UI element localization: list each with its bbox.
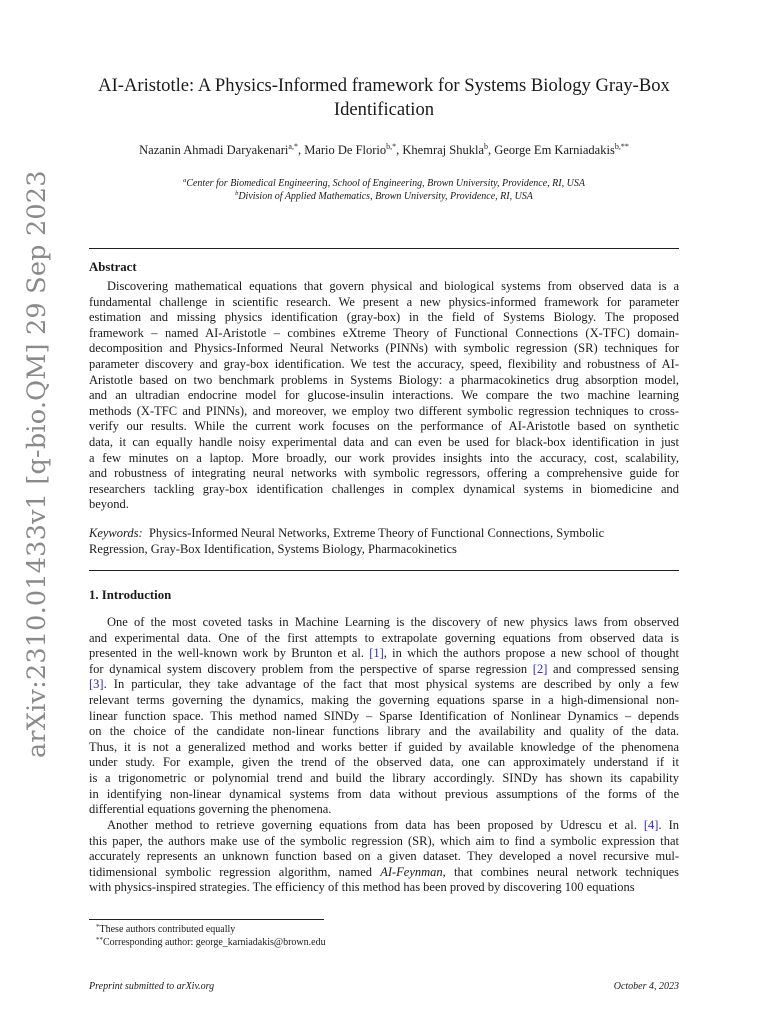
citation-link[interactable]: [3]: [89, 677, 104, 692]
text-run: methods (X-TFC and PINNs), and moreover, we employ two different symbolic regression techniques to cross-: [89, 403, 679, 418]
footnote-text: These authors contributed equally: [99, 924, 236, 935]
text-line: [89, 615, 679, 631]
footnote-corresponding-author: [96, 936, 326, 948]
bottom-divider: [89, 570, 679, 571]
text-line: [89, 295, 679, 311]
text-line: [89, 849, 679, 865]
text-run: differential equations governing the phenomena.: [89, 802, 332, 817]
text-line: [89, 787, 679, 803]
affiliation-b: [60, 190, 708, 202]
text-line: [89, 677, 679, 693]
text-line: [89, 709, 679, 725]
author-name: George Em Karniadakis: [494, 143, 615, 157]
text-line: [89, 310, 679, 326]
text-run: linear function space. This method named SINDy – Sparse Identification of Nonlinear Dynamics – depends: [89, 708, 679, 723]
text-run: and compressed sensing: [547, 661, 680, 676]
text-run: One of the most coveted tasks in Machine Learning is the discovery of new physics laws from observed: [107, 615, 679, 629]
text-run: . In particular, they take advantage of the fact that most physical systems are described by only a few: [103, 677, 679, 692]
title-line-2: Identification: [333, 99, 435, 120]
text-line: [89, 419, 679, 435]
author-affiliation-mark: b,*: [386, 142, 397, 151]
text-run: with physics-inspired strategies. The efficiency of this method has been proved by discovering 100 equations: [89, 880, 635, 895]
keywords-line-1: Physics-Informed Neural Networks, Extreme Theory of Functional Connections, Symbolic: [148, 526, 605, 540]
text-run: estimation and missing physics identification (gray-box) in the field of Systems Biology. The proposed: [89, 310, 679, 325]
text-run: and experimental data. One of the first attempts to extrapolate governing equations from observed data is: [89, 630, 679, 645]
text-run: , in which the authors propose a new school of thought: [383, 646, 679, 661]
text-line: [89, 279, 679, 295]
affiliation-text: Division of Applied Mathematics, Brown University, Providence, RI, USA: [238, 191, 533, 202]
text-run: parameter discovery and gray-box identification. We test the accuracy, speed, flexibility and robustness of AI-: [89, 356, 679, 371]
text-run: researchers tackling gray-box identification challenges in complex dynamical systems in biomedicine and: [89, 481, 679, 496]
text-line: [89, 724, 679, 740]
text-line: [89, 865, 679, 881]
text-line: [89, 404, 679, 420]
section-heading-introduction: 1. Introduction: [89, 588, 172, 602]
author-name: Khemraj Shukla: [402, 143, 484, 157]
text-line: [89, 818, 679, 834]
keywords-label: Keywords:: [89, 526, 143, 540]
text-line: [89, 802, 679, 818]
text-line: [89, 631, 679, 647]
text-run: under study. For example, given the trend of the observed data, one can approximately understand if it: [89, 755, 679, 770]
footer-date: October 4, 2023: [613, 981, 679, 992]
text-line: [89, 693, 679, 709]
text-line: [89, 451, 679, 467]
text-run: decomposition and Physics-Informed Neural Networks (PINNs) with symbolic regression (SR) techniques for: [89, 341, 679, 356]
text-run: is a trigonometric or polynomial trend and build the library accordingly. SINDy has shown its capability: [89, 770, 679, 785]
text-line: [89, 388, 679, 404]
affiliation-text: Center for Biomedical Engineering, School of Engineering, Brown University, Providence, RI, USA: [186, 178, 585, 189]
text-run: Thus, it is not a generalized method and works better if guided by available knowledge of the phenomena: [89, 739, 679, 754]
footnote-mark: **: [96, 936, 103, 944]
text-run: Aristotle based on two benchmark problems in Systems Biology: a pharmacokinetics drug absorption model,: [89, 372, 679, 387]
text-line: [89, 373, 679, 389]
text-run: in identifying non-linear dynamical systems from data without previous assumptions of the forms of the: [89, 786, 679, 801]
text-line: [89, 771, 679, 787]
footnote-divider: [89, 919, 324, 920]
author-affiliation-mark: b,**: [614, 142, 629, 151]
author-name: Nazanin Ahmadi Daryakenari: [139, 143, 289, 157]
text-run: beyond.: [89, 497, 129, 512]
keywords-line-2: Regression, Gray-Box Identification, Systems Biology, Pharmacokinetics: [89, 541, 457, 556]
intro-paragraph-1: [89, 615, 679, 818]
text-line: [89, 740, 679, 756]
author-list: Nazanin Ahmadi Daryakenari$^{a,*}$, Mario De Florio$^{b,*}$, Khemraj Shukla$^b$, George Em Karniadakis$^{b,**}$: [139, 142, 629, 157]
text-line: [89, 466, 679, 482]
abstract-heading: Abstract: [89, 260, 137, 274]
author-affiliation-mark: a,*: [288, 142, 298, 151]
keywords: [89, 526, 679, 557]
text-run: presented in the well-known work by Brunton et al.: [89, 646, 370, 661]
text-line: [89, 880, 679, 896]
author-name: Mario De Florio: [304, 143, 387, 157]
citation-link[interactable]: [2]: [532, 661, 548, 676]
text-line: [89, 755, 679, 771]
text-run: on the choice of the candidate non-linear functions library and the availability and quality of the data.: [89, 724, 679, 739]
text-run: for dynamical system discovery problem from the perspective of sparse regression: [89, 661, 533, 676]
intro-paragraph-2: [89, 818, 679, 896]
text-run: fundamental challenge in scientific research. We present a new physics-informed framework for parameter: [89, 294, 679, 309]
text-line: [89, 482, 679, 498]
text-run: relevant terms governing the dynamics, making the governing equations sparse in a high-dimensional non-: [89, 692, 679, 707]
text-line: [89, 341, 679, 357]
text-run: this paper, the authors make use of the symbolic regression (SR), which aim to find a symbolic expression that: [89, 833, 679, 848]
text-line: [89, 326, 679, 342]
text-run: . In: [658, 818, 680, 832]
footnote-text: Corresponding author: george_karniadakis@brown.edu: [103, 937, 326, 948]
abstract-body: [89, 279, 679, 513]
text-run: Discovering mathematical equations that govern physical and biological systems from observed data is a: [107, 279, 679, 293]
footer-preprint-note: Preprint submitted to arXiv.org: [89, 981, 215, 992]
affiliation-mark: b: [235, 190, 239, 197]
text-line: [89, 497, 679, 513]
text-run: tidimensional symbolic regression algorithm, named: [89, 864, 381, 879]
paper-title: [70, 74, 698, 122]
text-run: and an ultradian endocrine model for glucose-insulin interactions. We compare the two machine learning: [89, 388, 679, 403]
affiliation-a: [60, 177, 708, 189]
text-run: , that combines neural network techniques: [442, 864, 679, 879]
footnote-mark: *: [96, 923, 100, 931]
text-run: data, it can equally handle noisy experimental data and can even be used for black-box identification in just: [89, 434, 679, 449]
title-line-1: AI-Aristotle: A Physics-Informed framework for Systems Biology Gray-Box: [98, 75, 670, 96]
text-line: [89, 646, 679, 662]
affiliation-mark: a: [183, 177, 187, 184]
footnote-equal-contribution: [96, 923, 235, 935]
text-line: [89, 357, 679, 373]
text-run: a few minutes on a laptop. More broadly, our work provides insights into the accuracy, cost, scalability,: [89, 450, 679, 465]
emphasis-text: AI-Feynman: [380, 864, 443, 879]
text-line: [89, 435, 679, 451]
author-affiliation-mark: b: [484, 142, 488, 151]
text-run: accurately represents an unknown function based on a given dataset. They developed a novel recursive mul-: [89, 849, 679, 864]
text-run: and robustness of integrating neural networks with symbolic regressors, offering a comprehensive guide for: [89, 466, 679, 481]
text-line: [89, 834, 679, 850]
text-run: Another method to retrieve governing equations from data has been proposed by Udrescu et al.: [107, 818, 644, 832]
top-divider: [89, 248, 679, 249]
text-line: [89, 662, 679, 678]
arxiv-identifier-stamp: arXiv:2310.01433v1 [q-bio.QM] 29 Sep 2023: [22, 170, 52, 758]
citation-link[interactable]: [1]: [369, 646, 384, 661]
citation-link[interactable]: [4]: [643, 818, 659, 832]
text-run: framework – named AI-Aristotle – combines eXtreme Theory of Functional Connections (X-TFC) domain-: [89, 325, 679, 340]
text-run: verify our results. While the current work focuses on the performance of AI-Aristotle based on synthetic: [89, 419, 679, 434]
